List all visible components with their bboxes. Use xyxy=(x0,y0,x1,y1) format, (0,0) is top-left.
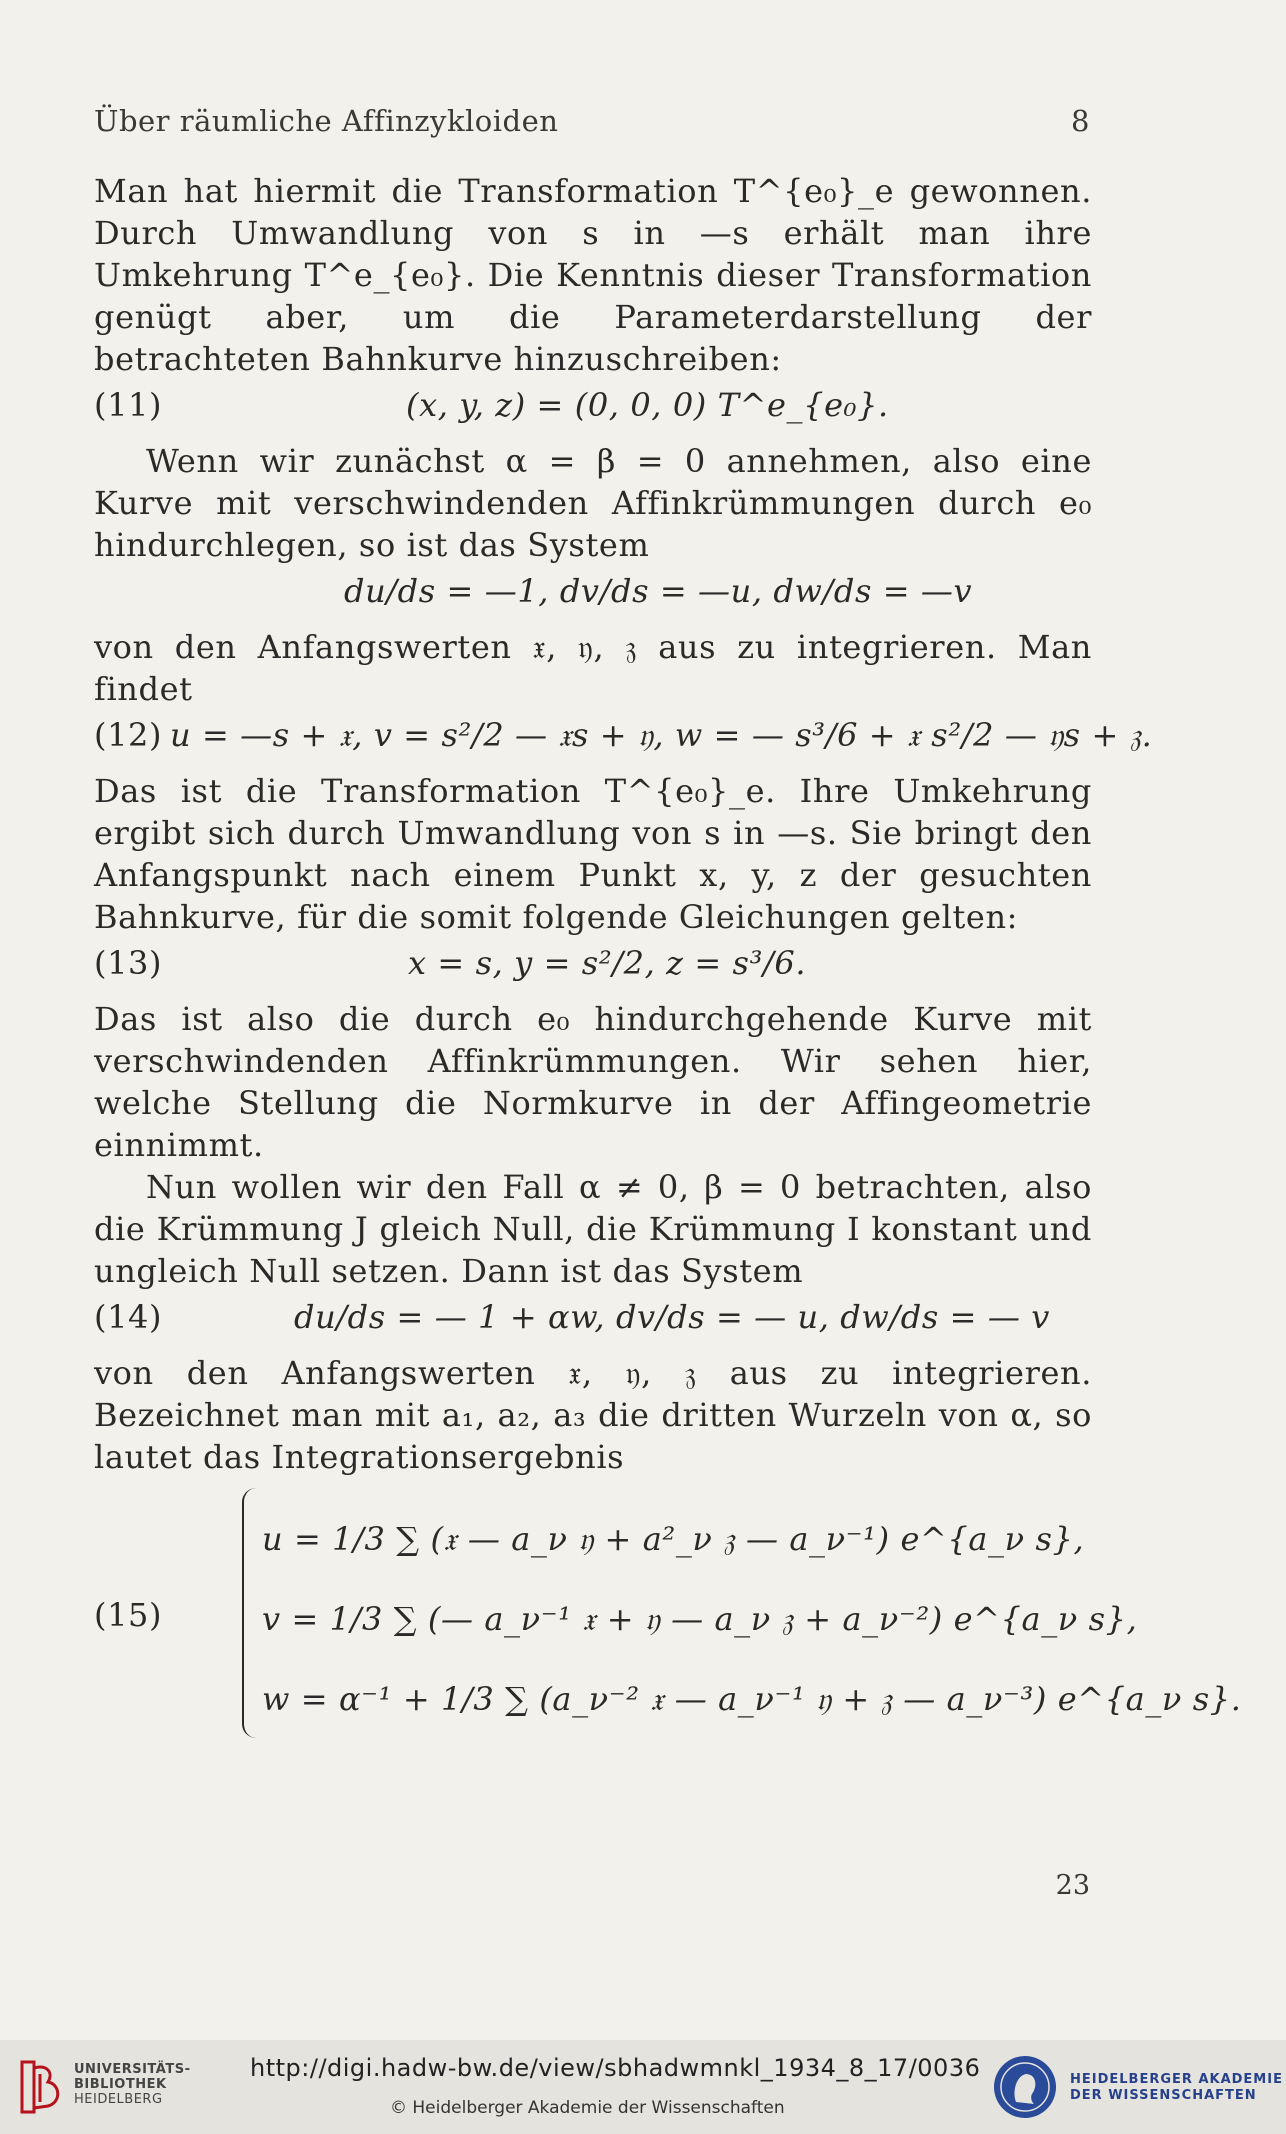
university-library-name xyxy=(74,2062,191,2107)
paragraph-7: von den Anfangswerten 𝔵, 𝔶, 𝔷 aus zu integrieren. Bezeichnet man mit a₁, a₂, a₃ die dritten Wurzeln von α, so lautet das Integrationsergebnis xyxy=(94,1354,1092,1476)
equation-number: (15) xyxy=(94,1596,163,1634)
paragraph-2: Wenn wir zunächst α = β = 0 annehmen, also eine Kurve mit verschwindenden Affinkrümmungen durch e₀ hindurchlegen, so ist das System xyxy=(94,442,1092,564)
equation-body: du/ds = — 1 + αw, dv/ds = — u, dw/ds = — v xyxy=(294,1298,1050,1336)
ub-line-2: BIBLIOTHEK xyxy=(74,2077,167,2092)
equation-body: du/ds = —1, dv/ds = —u, dw/ds = —v xyxy=(344,572,973,610)
left-brace xyxy=(242,1488,258,1738)
academy-name xyxy=(1070,2072,1283,2104)
paragraph-3: von den Anfangswerten 𝔵, 𝔶, 𝔷 aus zu integrieren. Man findet xyxy=(94,628,1092,708)
copyright-notice: © Heidelberger Akademie der Wissenschaften xyxy=(390,2098,785,2118)
academy-line-2: DER WISSENSCHAFTEN xyxy=(1070,2088,1257,2103)
equation-15 xyxy=(94,1488,1242,1738)
paragraph-5: Das ist also die durch e₀ hindurchgehende Kurve mit verschwindenden Affinkrümmungen. Wir sehen hier, welche Stellung die Normkurve in der Affingeometrie einnimmt. xyxy=(94,1000,1092,1164)
equation-11 xyxy=(94,384,1092,436)
equation-13 xyxy=(94,942,1092,994)
equation-number: (13) xyxy=(94,944,163,982)
ub-line-1: UNIVERSITÄTS- xyxy=(74,2062,191,2077)
academy-seal-icon xyxy=(992,2054,1058,2120)
equation-number: (14) xyxy=(94,1298,163,1336)
equation-15-v: v = 1/3 ∑ (— a_ν⁻¹ 𝔵 + 𝔶 — a_ν 𝔷 + a_ν⁻²) e^{a_ν s}, xyxy=(262,1600,1138,1638)
equation-number: (11) xyxy=(94,386,163,424)
equation-number: (12) xyxy=(94,716,163,754)
digitization-footer xyxy=(0,2040,1286,2134)
equation-15-u: u = 1/3 ∑ (𝔵 — a_ν 𝔶 + a²_ν 𝔷 — a_ν⁻¹) e^{a_ν s}, xyxy=(262,1520,1085,1558)
equation-body: x = s, y = s²/2, z = s³/6. xyxy=(408,944,807,982)
university-library-logo-icon xyxy=(14,2054,70,2120)
paragraph-6: Nun wollen wir den Fall α ≠ 0, β = 0 betrachten, also die Krümmung J gleich Null, die Krümmung I konstant und ungleich Null setzen. Dann ist das System xyxy=(94,1168,1092,1290)
source-url-link[interactable]: http://digi.hadw-bw.de/view/sbhadwmnkl_1934_8_17/0036 xyxy=(250,2054,981,2082)
body-text xyxy=(94,170,1242,1748)
equation-body: u = —s + 𝔵, v = s²/2 — 𝔵s + 𝔶, w = — s³/6 + 𝔵 s²/2 — 𝔶s + 𝔷. xyxy=(170,716,1153,754)
page-number: 8 xyxy=(1071,104,1090,138)
paragraph-1: Man hat hiermit die Transformation T^{e₀}_e gewonnen. Durch Umwandlung von s in —s erhält man ihre Umkehrung T^e_{e₀}. Die Kenntnis dieser Transformation genügt aber, um die Parameterdarstellung der betrachteten Bahnkurve hinzuschreiben: xyxy=(94,172,1092,378)
equation-system-1 xyxy=(94,570,1092,622)
paragraph-4: Das ist die Transformation T^{e₀}_e. Ihre Umkehrung ergibt sich durch Umwandlung von s in —s. Sie bringt den Anfangspunkt nach einem Punkt x, y, z der gesuchten Bahnkurve, für die somit folgende Gleichungen gelten: xyxy=(94,772,1092,936)
equation-body: (x, y, z) = (0, 0, 0) T^e_{e₀}. xyxy=(406,386,889,424)
equation-12 xyxy=(94,714,1153,766)
equation-14 xyxy=(94,1296,1092,1348)
running-head xyxy=(94,104,1090,138)
folio-number: 23 xyxy=(1055,1870,1090,1901)
ub-line-3: HEIDELBERG xyxy=(74,2092,163,2107)
running-title: Über räumliche Affinzykloiden xyxy=(94,104,559,138)
academy-line-1: HEIDELBERGER AKADEMIE xyxy=(1070,2072,1283,2087)
equation-15-w: w = α⁻¹ + 1/3 ∑ (a_ν⁻² 𝔵 — a_ν⁻¹ 𝔶 + 𝔷 — a_ν⁻³) e^{a_ν s}. xyxy=(262,1680,1242,1718)
